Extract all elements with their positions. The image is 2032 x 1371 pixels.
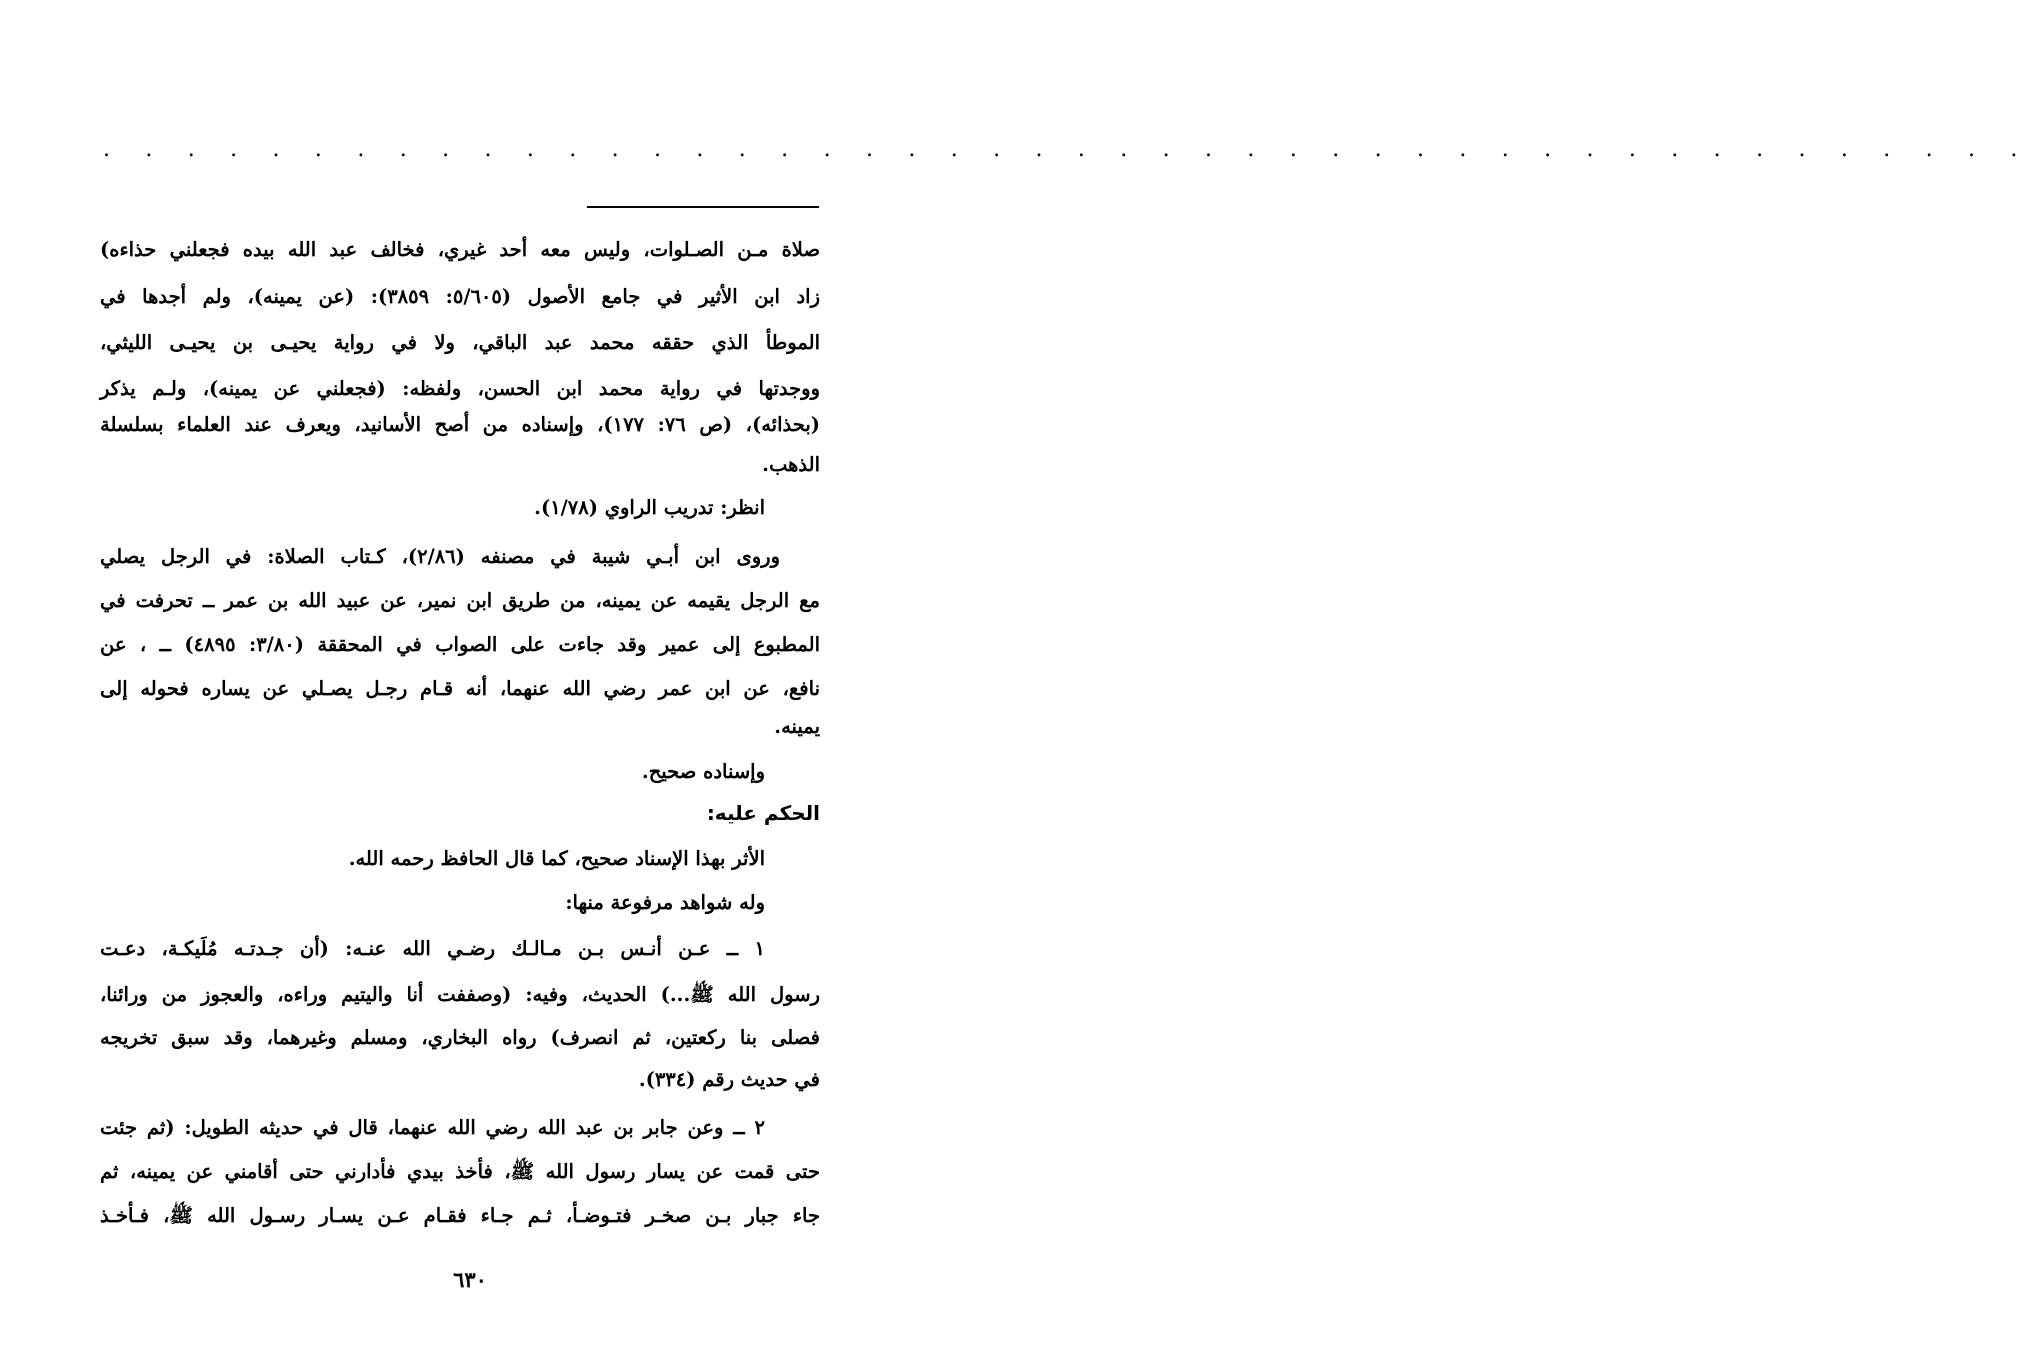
text-line-11: نافع، عن ابن عمر رضي الله عنهما، أنه قـام رجـل يصـلي عن يساره فحوله إلى [100,677,820,700]
footnote-rule [587,206,819,208]
section-heading: الحكم عليه: [706,801,820,825]
page-number: ٦٣٠ [453,1267,487,1292]
separator-dots: . . . . . . . . . . . . . . . . . . . . . . . . . . . . . . . . . . . . . . . . . . . . . . [103,137,2032,162]
text-line-5: (بحذائه)، (ص ٧٦: ١٧٧)، وإسناده من أصح الأسانيد، ويعرف عند العلماء بسلسلة [100,413,820,436]
text-line-4: ووجدتها في رواية محمد ابن الحسن، ولفظه: (فجعلني عن يمينه)، ولـم يذكر [100,377,820,400]
text-line-13: وإسناده صحيح. [641,760,765,783]
text-line-6: الذهب. [762,453,820,476]
text-line-2: زاد ابن الأثير في جامع الأصول (٥/٦٠٥: ٣٨٥٩): (عن يمينه)، ولم أجدها في [100,285,820,308]
text-line-9: مع الرجل يقيمه عن يمينه، من طريق ابن نمير، عن عبيد الله بن عمر ــ تحرفت في [100,589,820,612]
text-line-12: يمينه. [774,715,820,738]
text-line-8: وروى ابن أبـي شيبة في مصنفه (٢/٨٦)، كـتاب الصلاة: في الرجل يصلي [100,545,780,568]
text-line-16: وله شواهد مرفوعة منها: [565,891,765,914]
text-line-1: صلاة مـن الصـلوات، وليس معه أحد غيري، فخالف عبد الله بيده فجعلني حذاءه) [100,238,820,261]
text-line-21: ٢ ــ وعن جابر بن عبد الله رضي الله عنهما، قال في حديثه الطويل: (ثم جئت [100,1116,765,1139]
text-line-23: جاء جبار بـن صخـر فتـوضـأ، ثـم جـاء فقـام عـن يسـار رسـول الله ﷺ، فـأخـذ [100,1204,820,1227]
text-line-19: فصلى بنا ركعتين، ثم انصرف) رواه البخاري، ومسلم وغيرهما، وقد سبق تخريجه [100,1026,820,1049]
text-line-22: حتى قمت عن يسار رسول الله ﷺ، فأخذ بيدي فأدارني حتى أقامني عن يمينه، ثم [100,1160,820,1183]
text-line-18: رسول الله ﷺ...) الحديث، وفيه: (وصففت أنا واليتيم وراءه، والعجوز من ورائنا، [100,983,820,1006]
text-line-20: في حديث رقم (٣٣٤). [638,1068,820,1091]
text-line-3: الموطأ الذي حققه محمد عبد الباقي، ولا في رواية يحيـى بن يحيـى الليثي، [100,331,820,354]
text-line-15: الأثر بهذا الإسناد صحيح، كما قال الحافظ رحمه الله. [348,847,765,870]
text-line-17: ١ ــ عـن أنـس بـن مـالـك رضـي الله عنـه: (أن جـدتـه مُلَيكـة، دعـت [100,937,765,960]
text-line-10: المطبوع إلى عمير وقد جاءت على الصواب في المحققة (٣/٨٠: ٤٨٩٥) ــ ، عن [100,633,821,656]
text-line-7: انظر: تدريب الراوي (١/٧٨). [534,496,765,519]
